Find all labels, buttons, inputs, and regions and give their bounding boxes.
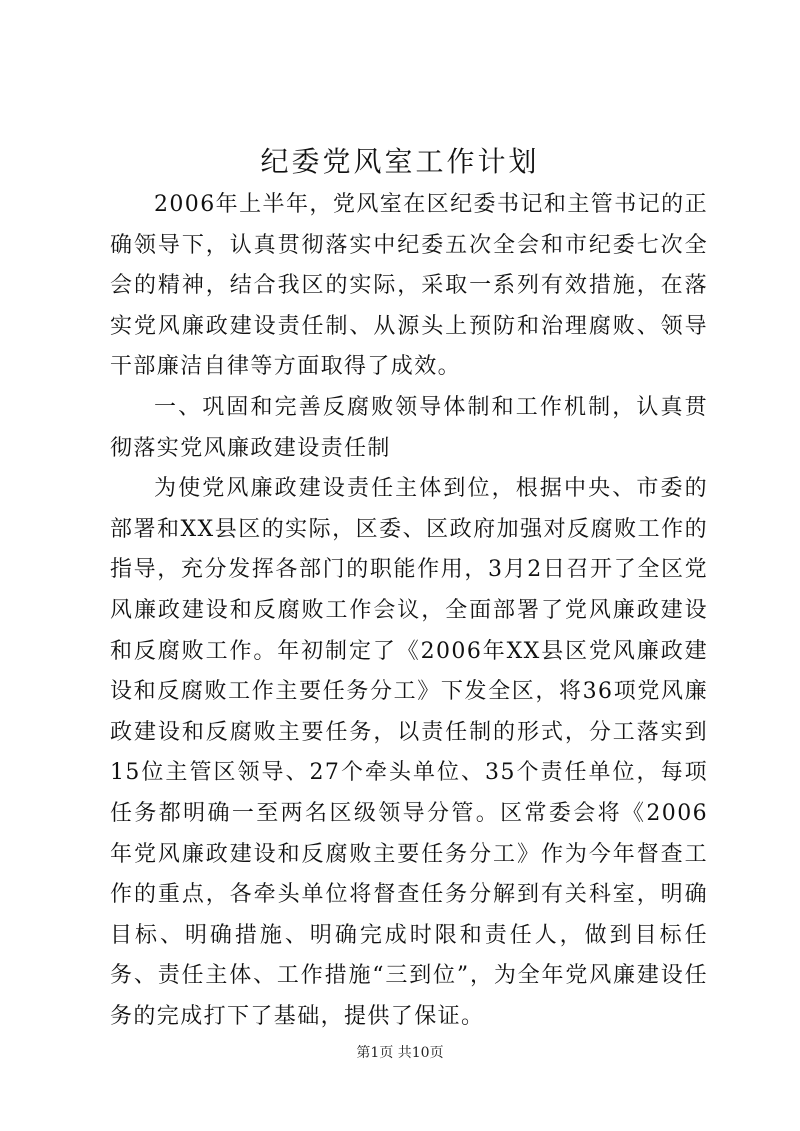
document-body [110, 185, 708, 1037]
document-title: 纪委党风室工作计划 [260, 145, 540, 178]
paragraph-intro: 2006年上半年，党风室在区纪委书记和主管书记的正确领导下，认真贯彻落实中纪委五次全会和市纪委七次全会的精神，结合我区的实际，采取一系列有效措施，在落实党风廉政建设责任制、从源头上预防和治理腐败、领导干部廉洁自律等方面取得了成效。 [110, 192, 708, 380]
section-heading-1: 一、巩固和完善反腐败领导体制和工作机制，认真贯彻落实党风廉政建设责任制 [110, 394, 708, 461]
page-footer: 第1页 共10页 [356, 1045, 444, 1061]
paragraph-section-1: 为使党风廉政建设责任主体到位，根据中央、市委的部署和XX县区的实际，区委、区政府加强对反腐败工作的指导，充分发挥各部门的职能作用，3月2日召开了全区党风廉政建设和反腐败工作会议，全面部署了党风廉政建设和反腐败工作。年初制定了《2006年XX县区党风廉政建设和反腐败工作主要任务分工》下发全区，将36项党风廉政建设和反腐败主要任务，以责任制的形式，分工落实到15位主管区领导、27个牵头单位、35个责任单位，每项任务都明确一至两名区级领导分管。区常委会将《2006年党风廉政建设和反腐败主要任务分工》作为今年督查工作的重点，各牵头单位将督查任务分解到有关科室，明确目标、明确措施、明确完成时限和责任人，做到目标任务、责任主体、工作措施“三到位”，为全年党风廉建设任务的完成打下了基础，提供了保证。 [110, 476, 708, 1029]
